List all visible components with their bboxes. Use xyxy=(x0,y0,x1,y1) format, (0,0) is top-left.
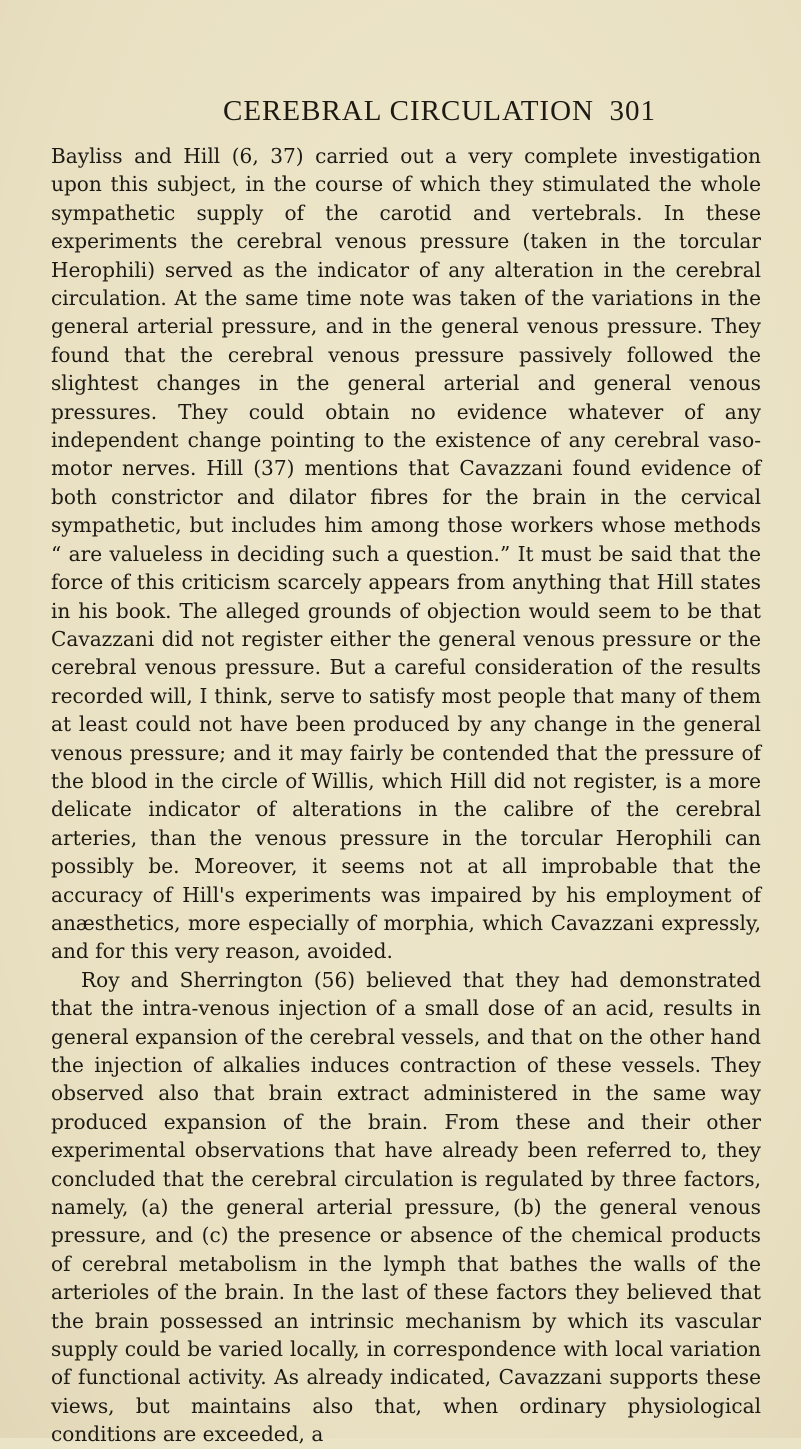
body-text xyxy=(51,142,761,1449)
running-title: CEREBRAL CIRCULATION xyxy=(223,95,594,127)
running-head xyxy=(223,93,656,129)
page-number: 301 xyxy=(609,95,656,127)
paragraph-bayliss-hill: Bayliss and Hill (6, 37) carried out a very complete investigation upon this subject, in the course of which they stimulated the whole sympathetic supply of the carotid and vertebrals. In these experiments the cerebral venous pressure (taken in the torcular Herophili) served as the indicator of any alteration in the cerebral circulation. At the same time note was taken of the variations in the general arterial pressure, and in the general venous pressure. They found that the cerebral venous pressure passively followed the slightest changes in the general arterial and general venous pressures. They could obtain no evidence whatever of any independent change pointing to the existence of any cerebral vaso-motor nerves. Hill (37) mentions that Cavazzani found evidence of both constrictor and dilator fibres for the brain in the cervical sympathetic, but includes him among those workers whose methods “ are valueless in deciding such a question.” It must be said that the force of this criticism scarcely appears from anything that Hill states in his book. The alleged grounds of objection would seem to be that Cavazzani did not register either the general venous pressure or the cerebral venous pressure. But a careful consideration of the results recorded will, I think, serve to satisfy most people that many of them at least could not have been produced by any change in the general venous pressure; and it may fairly be contended that the pressure of the blood in the circle of Willis, which Hill did not register, is a more delicate indicator of alterations in the calibre of the cerebral arteries, than the venous pressure in the torcular Herophili can possibly be. Moreover, it seems not at all improbable that the accuracy of Hill's experiments was impaired by his employment of anæsthetics, more especially of morphia, which Cavazzani expressly, and for this very reason, avoided. xyxy=(51,144,761,964)
paragraph-roy-sherrington: Roy and Sherrington (56) believed that they had demonstrated that the intra-venous injection of a small dose of an acid, results in general expansion of the cerebral vessels, and that on the other hand the injection of alkalies induces contraction of these vessels. They observed also that brain extract administered in the same way produced expansion of the brain. From these and their other experimental observations that have already been referred to, they concluded that the cerebral circulation is regulated by three factors, namely, (a) the general arterial pressure, (b) the general venous pressure, and (c) the presence or absence of the chemical products of cerebral metabolism in the lymph that bathes the walls of the arterioles of the brain. In the last of these factors they believed that the brain possessed an intrinsic mechanism by which its vascular supply could be varied locally, in correspondence with local variation of functional activity. As already indicated, Cavazzani supports these views, but maintains also that, when ordinary physiological conditions are exceeded, a xyxy=(51,967,761,1447)
